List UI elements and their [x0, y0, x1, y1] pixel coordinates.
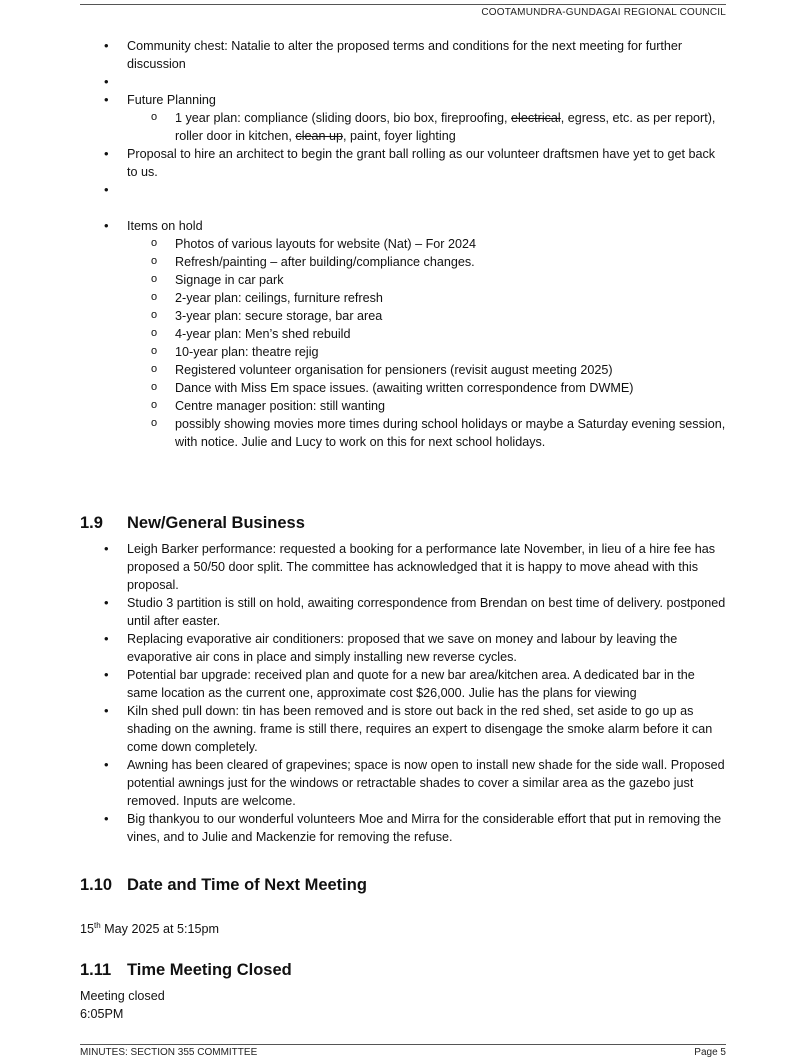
sub-list-item: o Photos of various layouts for website (Nat) – For 2024	[127, 235, 728, 253]
section-title: New/General Business	[127, 514, 305, 532]
section-number: 1.10	[80, 876, 113, 894]
list-item	[80, 91, 728, 145]
header-org: COOTAMUNDRA-GUNDAGAI REGIONAL COUNCIL	[481, 7, 726, 18]
header-rule	[80, 4, 726, 5]
section-heading-1-11	[80, 961, 292, 980]
date-suffix: th	[94, 921, 101, 930]
footer-page-number: Page 5	[694, 1047, 726, 1058]
spacer	[80, 181, 728, 217]
sub-list-item: o Centre manager position: still wanting	[127, 397, 728, 415]
sub-list-item: o Dance with Miss Em space issues. (awaiting written correspondence from DWME)	[127, 379, 728, 397]
new-business-body	[80, 540, 728, 846]
text-part: , egress, etc. as per report), roller door in kitchen,	[175, 111, 716, 143]
future-planning-sublist	[127, 109, 728, 145]
date-day: 15	[80, 922, 95, 937]
closed-line: Meeting closed	[80, 989, 165, 1003]
sub-list-item: o 10-year plan: theatre rejig	[127, 343, 728, 361]
section-number: 1.9	[80, 514, 103, 532]
sub-list-item: o Refresh/painting – after building/compliance changes.	[127, 253, 728, 271]
spacer	[80, 73, 728, 91]
list-item: • Kiln shed pull down: tin has been removed and is store out back in the red shed, set aside to go up as shading on the awning. frame is still there, requires an expert to disengage the smoke alarm before it can come down completely.	[80, 702, 728, 756]
footer-rule	[80, 1044, 726, 1045]
section-title: Date and Time of Next Meeting	[127, 876, 367, 894]
list-item: • Potential bar upgrade: received plan and quote for a new bar area/kitchen area. A dedicated bar in the same location as the current one, approximate cost $26,000. Julie has the plans for viewing	[80, 666, 728, 702]
list-item: • Proposal to hire an architect to begin the grant ball rolling as our volunteer draftsmen have yet to get back to us.	[80, 145, 728, 181]
items-on-hold-label: Items on hold	[127, 219, 203, 233]
text-part: 1 year plan: compliance (sliding doors, bio box, fireproofing,	[175, 111, 512, 125]
next-meeting-date	[80, 917, 219, 938]
future-planning-label: Future Planning	[127, 93, 216, 107]
sub-list-item: o 2-year plan: ceilings, furniture refresh	[127, 289, 728, 307]
list-item	[80, 217, 728, 451]
list-item: • Studio 3 partition is still on hold, awaiting correspondence from Brendan on best time of delivery. postponed until after easter.	[80, 594, 728, 630]
list-item: • Big thankyou to our wonderful volunteers Moe and Mirra for the considerable effort that put in removing the vines, and to Julie and Mackenzie for removing the refuse.	[80, 810, 728, 846]
footer-left: MINUTES: SECTION 355 COMMITTEE	[80, 1047, 258, 1058]
sub-list-item: o 4-year plan: Men’s shed rebuild	[127, 325, 728, 343]
closed-time: 6:05PM	[80, 1007, 124, 1021]
section-number: 1.11	[80, 961, 112, 979]
section-title: Time Meeting Closed	[127, 961, 292, 979]
strike-text: electrical	[511, 111, 561, 125]
sub-list-item: o possibly showing movies more times during school holidays or maybe a Saturday evening session, with notice. Julie and Lucy to work on this for next school holidays.	[127, 415, 728, 451]
sub-list-item: o Signage in car park	[127, 271, 728, 289]
prev-list	[80, 37, 728, 451]
strike-text: clean up	[295, 129, 344, 143]
list-item: • Leigh Barker performance: requested a booking for a performance late November, in lieu of a hire fee has proposed a 50/50 door split. The committee has acknowledged that it is happy to move ahead with this proposal.	[80, 540, 728, 594]
list-item: • Awning has been cleared of grapevines; space is now open to install new shade for the side wall. Proposed potential awnings just for the windows or retractable shades to cover a similar area as the gazebo just removed. Inputs are welcome.	[80, 756, 728, 810]
items-on-hold-sublist	[127, 235, 728, 451]
section-heading-1-10	[80, 876, 367, 895]
new-business-list	[80, 540, 728, 846]
list-item: • Replacing evaporative air conditioners: proposed that we save on money and labour by leaving the evaporative air cons in place and simply installing new reverse cycles.	[80, 630, 728, 666]
text-part: , paint, foyer lighting	[343, 129, 456, 143]
sub-list-item: o 3-year plan: secure storage, bar area	[127, 307, 728, 325]
list-item: • Community chest: Natalie to alter the proposed terms and conditions for the next meeting for further discussion	[80, 37, 728, 73]
sub-list-item	[127, 109, 728, 145]
date-rest: May 2025 at 5:15pm	[100, 922, 219, 937]
section-heading-1-9	[80, 514, 305, 533]
prev-section-body	[80, 37, 728, 451]
meeting-closed-text	[80, 987, 165, 1023]
sub-list-item: o Registered volunteer organisation for pensioners (revisit august meeting 2025)	[127, 361, 728, 379]
